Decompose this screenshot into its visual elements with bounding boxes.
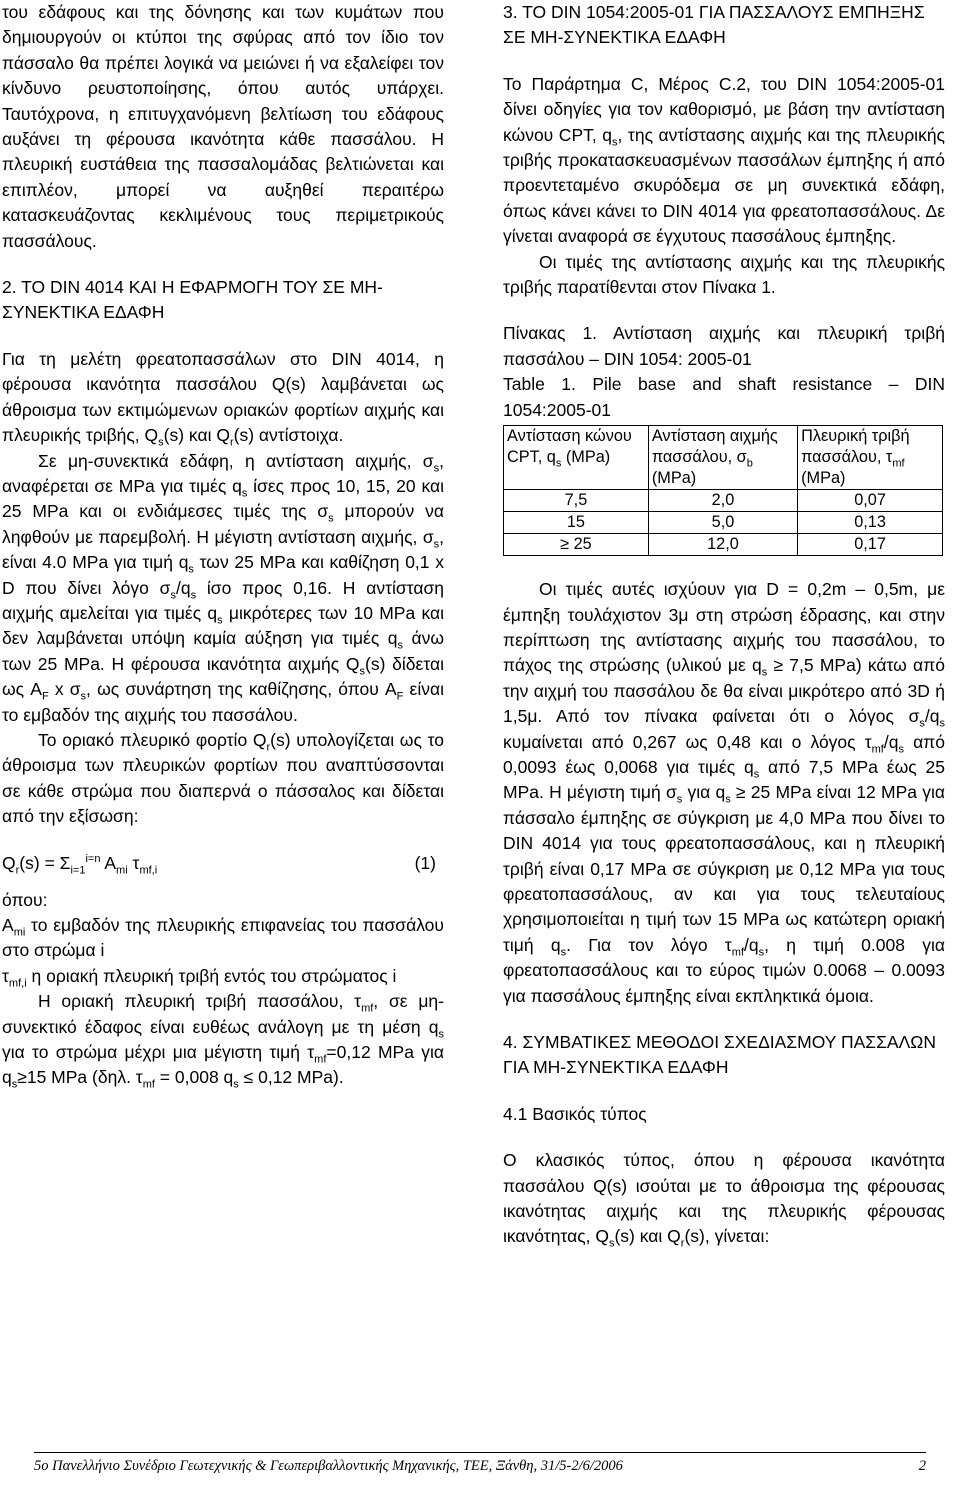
equation-number: (1) xyxy=(414,852,436,873)
table-cell: 2,0 xyxy=(648,490,797,512)
paragraph-intro: του εδάφους και της δόνησης και των κυμάτων που δημιουργούν οι κτύποι της σφύρας από τον ίδιο τον πάσσαλο θα πρέπει λογικά να μειώνει ή να εξαλείφει τον κίνδυνο ρευστοποίησης, όπου αυτός υπάρχει. Ταυτόχρονα, η επιτυγχανόμενη βελτίωση του εδάφους αυξάνει τη φέρουσα ικανότητα κάθε πασσάλου. Η πλευρική ευστάθεια της πασσαλομάδας βελτιώνεται και επιπλέον, μπορεί να αυξηθεί περαιτέρω κατασκευάζοντας κεκλιμένους τους περιμετρικούς πασσάλους. xyxy=(2,2,444,251)
table-cell: 0,17 xyxy=(798,534,943,556)
table-header-cell: Αντίσταση αιχμής πασσάλου, $\sigma_b$ (MPa) xyxy=(648,426,797,490)
table-cell: 0,07 xyxy=(798,490,943,512)
where-label: όπου: xyxy=(2,889,48,910)
paragraph-din4014: Για τη μελέτη φρεατοπασσάλων στο DIN 4014, η φέρουσα ικανότητα πασσάλου Q(s) λαμβάνεται ως άθροισμα των εκτιμώμενων οριακών φορτίων αιχμής και πλευρικής τριβής, $Q_s(s)$ και $Q_r(s)$ αντίστοιχα. xyxy=(2,348,444,449)
page-number: 2 xyxy=(918,1458,926,1474)
table-caption-english: Table 1. Pile base and shaft resistance – DIN 1054:2005-01 xyxy=(503,374,945,420)
paragraph-basic-formula: Ο κλασικός τύπος, όπου η φέρουσα ικανότητα πασσάλου Q(s) ισούται με το άθροισμα της φέρουσας ικανότητας αιχμής και της πλευρικής φέρουσας ικανότητας, $Q_s(s)$ και $Q_r(s)$, γίνεται: xyxy=(503,1150,945,1250)
equation-body: $Q_r(s) = \Sigma_{i=1}^{i=n}$ $A_{mi}$ $\tau_{mf,i}$ xyxy=(2,852,158,877)
paragraph-din1054: Το Παράρτημα C, Μέρος C.2, του DIN 1054:2005-01 δίνει οδηγίες για τον καθορισμό, με βάση την αντίσταση κώνου CPT, $q_s$, της αντίστασης αιχμής και της πλευρικής τριβής προκατασκευασμένων πασσάλων έμπηξης ή από προεντεταμένο σκυρόδεμα σε μη συνεκτικά εδάφη, όπως κάνει κάνει το DIN 4014 για φρεατοπασσάλους. Δε γίνεται αναφορά σε έγχυτους πασσάλους έμπηξης. xyxy=(503,73,945,247)
table-cell: 15 xyxy=(504,512,649,534)
paragraph-shaft-load: Το οριακό πλευρικό φορτίο $Q_r(s)$ υπολογίζεται ως το άθροισμα των πλευρικών φορτίων που αναπτύσσονται σε κάθε στρώμα που διαπερνά ο πάσσαλος και δίδεται από την εξίσωση: xyxy=(2,729,445,827)
table-cell: 5,0 xyxy=(648,512,797,534)
table-row xyxy=(504,534,943,556)
paragraph-table-discussion: Οι τιμές αυτές ισχύουν για D = 0,2m – 0,5m, με έμπηξη τουλάχιστον 3μ στη στρώση έδρασης, και στην περίπτωση της αντίστασης αιχμής του πασσάλου, το πάχος της στρώσης (υλικού με $q_s \ge 7,5$ MPa) κάτω από την αιχμή του πασσάλου δε θα είναι μικρότερο από 3D ή 1,5μ. Από τον πίνακα φαίνεται ότι ο λόγος $\sigma_s/q_s$ κυμαίνεται από 0,267 ως 0,48 και ο λόγος $\tau_{mf}/q_s$ από 0,0093 έως 0,0068 για τιμές $q_s$ από 7,5 MPa έως 25 MPa. Η μέγιστη τιμή $\sigma_s$ για $q_s \ge 25$ MPa είναι 12 MPa για πάσσαλο έμπηξης σε σύγκριση με 4,0 MPa που δίνει το DIN 4014 για τους φρεατοπασσάλους, και η πλευρική τριβή είναι 0,17 MPa σε σύγκριση με 0,12 MPa για τους φρεατοπασσάλους, αν και για τους τελευταίους χρησιμοποιείται η τιμή των 15 MPa ως κατώτερη οριακή τιμή $q_s$. Για τον λόγο $\tau_{mf}/q_s$, η τιμή 0.008 για φρεατοπασσάλους και το εύρος τιμών 0.0068 – 0.0093 για πασσάλους έμπηξης είναι εκπληκτικά όμοια. xyxy=(503,579,945,1006)
section-2-heading: 2. ΤΟ DIN 4014 ΚΑΙ Η ΕΦΑΡΜΟΓΗ ΤΟΥ ΣΕ ΜΗ-ΣΥΝΕΚΤΙΚΑ ΕΔΑΦΗ xyxy=(2,277,383,323)
paragraph-shaft-friction: Η οριακή πλευρική τριβή πασσάλου, $\tau_{mf}$, σε μη-συνεκτικό έδαφος είναι ευθέως ανάλογη με τη μέση $q_s$ για το στρώμα μέχρι μια μέγιστη τιμή $\tau_{mf}=0,12$ MPa για $q_s\ge 15$ MPa (δηλ. $\tau_{mf} = 0,008$ $q_s \le 0,12$ MPa). xyxy=(2,991,444,1091)
page-footer xyxy=(34,1452,926,1475)
table-header-cell: Πλευρική τριβή πασσάλου, $\tau_{mf}$ (MPa) xyxy=(798,426,943,490)
section-4-1-heading: 4.1 Βασικός τύπος xyxy=(503,1103,647,1124)
section-3-heading: 3. ΤΟ DIN 1054:2005-01 ΓΙΑ ΠΑΣΣΑΛΟΥΣ ΕΜΠΗΞΗΣ ΣΕ ΜΗ-ΣΥΝΕΚΤΙΚΑ ΕΔΑΦΗ xyxy=(503,2,925,48)
table-cell: 0,13 xyxy=(798,512,943,534)
definition-tmfi: $\tau_{mf,i}$ η οριακή πλευρική τριβή εντός του στρώματος i xyxy=(2,965,397,990)
resistance-table xyxy=(503,425,943,556)
table-cell: ≥ 25 xyxy=(504,534,649,556)
table-header-row xyxy=(504,426,943,490)
definition-ami: $A_{mi}$ το εμβαδόν της πλευρικής επιφανείας του πασσάλου στο στρώμα i xyxy=(2,915,444,961)
right-column xyxy=(503,0,945,1250)
table-header-cell: Αντίσταση κώνου CPT, $q_s$ (MPa) xyxy=(504,426,649,490)
paragraph-base-resistance: Σε μη-συνεκτικά εδάφη, η αντίσταση αιχμής, $\sigma_s$, αναφέρεται σε MPa για τιμές $q_s$ ίσες προς 10, 15, 20 και 25 MPa και οι ενδιάμεσες τιμές της $\sigma_s$ μπορούν να ληφθούν με παρεμβολή. Η μέγιστη αντίσταση αιχμής, $\sigma_s$, είναι 4.0 MPa για τιμή $q_s$ των 25 MPa και καθίζηση 0,1 x D που δίνει λόγο $\sigma_s/q_s$ ίσο προς 0,16. Η αντίσταση αιχμής αμελείται για τιμές $q_s$ μικρότερες των 10 MPa και δεν λαμβάνεται υπόψη καμία αύξηση για τιμές $q_s$ άνω των 25 MPa. Η φέρουσα ικανότητα αιχμής $Q_s(s)$ δίδεται ως $A_F$ x $\sigma_s$, ως συνάρτηση της καθίζησης, όπου $A_F$ είναι το εμβαδόν της αιχμής του πασσάλου. xyxy=(2,450,445,725)
table-row xyxy=(504,512,943,534)
table-caption-greek: Πίνακας 1. Αντίσταση αιχμής και πλευρική τριβή πασσάλου – DIN 1054: 2005-01 xyxy=(503,323,945,369)
equation-1 xyxy=(2,851,444,876)
table-cell: 7,5 xyxy=(504,490,649,512)
table-row xyxy=(504,490,943,512)
section-4-heading: 4. ΣΥΜΒΑΤΙΚΕΣ ΜΕΘΟΔΟΙ ΣΧΕΔΙΑΣΜΟΥ ΠΑΣΣΑΛΩΝ ΓΙΑ ΜΗ-ΣΥΝΕΚΤΙΚΑ ΕΔΑΦΗ xyxy=(503,1032,936,1078)
table-cell: 12,0 xyxy=(648,534,797,556)
paragraph-table-ref: Οι τιμές της αντίστασης αιχμής και της πλευρικής τριβής παρατίθενται στον Πίνακα 1. xyxy=(503,251,945,298)
conference-citation: 5ο Πανελλήνιο Συνέδριο Γεωτεχνικής & Γεωπεριβαλλοντικής Μηχανικής, ΤΕΕ, Ξάνθη, 31/5-2/6/2006 xyxy=(34,1458,623,1474)
left-column xyxy=(2,0,444,1091)
